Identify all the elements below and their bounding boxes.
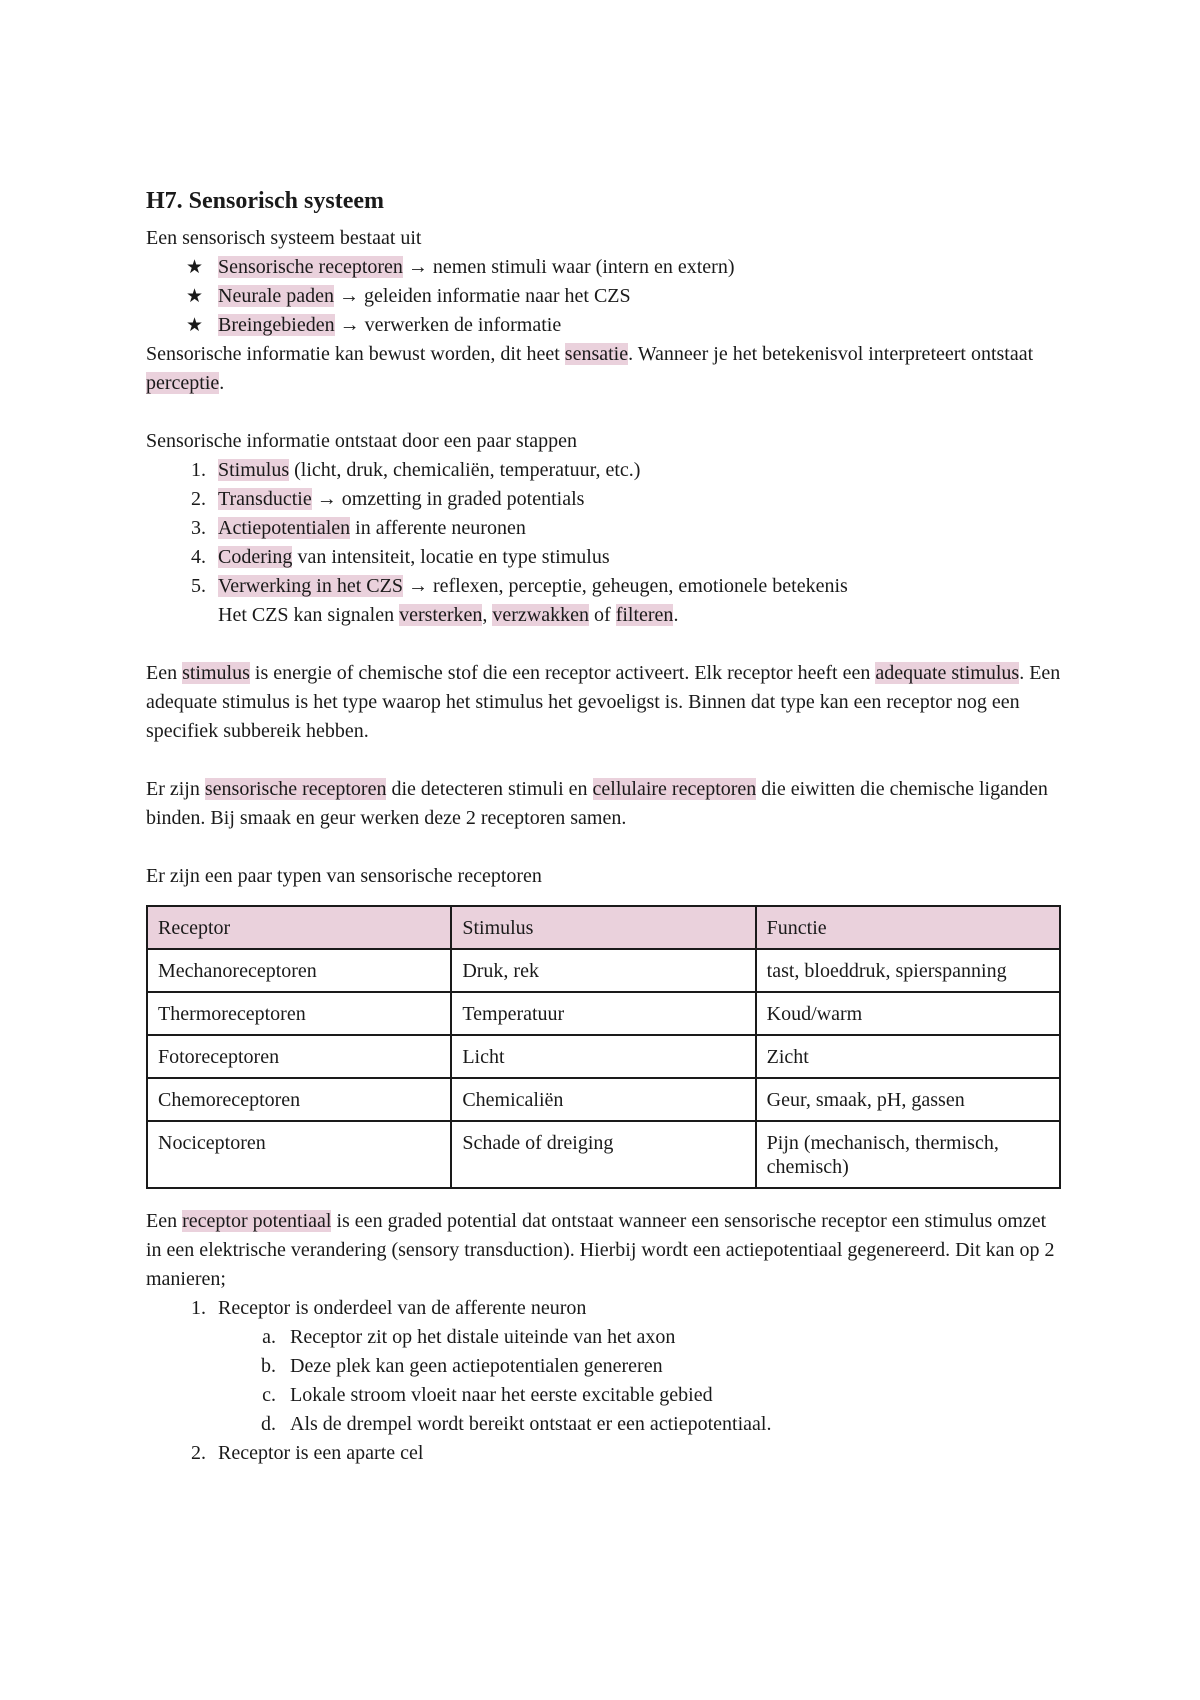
sub-list-item (258, 1323, 1061, 1352)
sub-list-item (258, 1381, 1061, 1410)
highlighted-term: Transductie (218, 488, 312, 510)
table-cell: Geur, smaak, pH, gassen (756, 1078, 1060, 1121)
highlighted-term: Breingebieden (218, 314, 335, 336)
item-description: in afferente neuronen (350, 517, 526, 539)
item-text: Receptor zit op het distale uiteinde van het axon (290, 1326, 676, 1348)
list-item (186, 572, 1061, 630)
paragraph-text: Er zijn (146, 778, 205, 800)
czs-line (218, 604, 678, 626)
item-description: → geleiden informatie naar het CZS (334, 285, 631, 307)
item-text: Als de drempel wordt bereikt ontstaat er een actiepotentiaal. (290, 1413, 772, 1435)
list-item (186, 543, 1061, 572)
page-title: H7. Sensorisch systeem (146, 188, 384, 214)
table-cell: Chemicaliën (451, 1078, 755, 1121)
list-item (186, 1439, 1061, 1468)
item-description: → verwerken de informatie (334, 314, 562, 336)
item-description: (licht, druk, chemicaliën, temperatuur, etc.) (289, 459, 641, 481)
highlighted-term: Stimulus (218, 459, 290, 481)
table-cell: Licht (451, 1035, 755, 1078)
types-intro: Er zijn een paar typen van sensorische receptoren (146, 865, 542, 887)
stimulus-paragraph (146, 659, 1061, 746)
list-number: 3. (191, 517, 206, 539)
highlighted-term: Actiepotentialen (218, 517, 351, 539)
highlighted-term: adequate stimulus (875, 662, 1020, 684)
column-header: Stimulus (451, 906, 755, 949)
item-text: Receptor is onderdeel van de afferente neuron (218, 1297, 587, 1319)
table-row (147, 1121, 1060, 1188)
table-cell: Koud/warm (756, 992, 1060, 1035)
table-cell: Druk, rek (451, 949, 755, 992)
table-cell: Nociceptoren (147, 1121, 451, 1188)
table-cell: Chemoreceptoren (147, 1078, 451, 1121)
highlighted-term: cellulaire receptoren (592, 778, 757, 800)
list-letter: b. (261, 1355, 276, 1377)
list-number: 1. (191, 1297, 206, 1319)
paragraph-text: Een (146, 1210, 183, 1232)
list-number: 4. (191, 546, 206, 568)
star-bullet-icon: ★ (186, 314, 204, 336)
list-number: 2. (191, 1442, 206, 1464)
receptor-paragraph (146, 775, 1061, 833)
table-cell: Pijn (mechanisch, thermisch, chemisch) (756, 1121, 1060, 1188)
list-item (186, 253, 1061, 282)
intro-text: Een sensorisch systeem bestaat uit (146, 227, 422, 249)
list-item (186, 311, 1061, 340)
paragraph-text: is een graded potential dat ontstaat wanneer een sensorische receptor een stimulus omzet in een elektrische verandering (sensory transduction). Hierbij wordt een actiepotentiaal gegenereerd. Dit kan op 2 manieren; (146, 1210, 1055, 1290)
paragraph-text: . (673, 604, 679, 626)
list-letter: a. (262, 1326, 276, 1348)
highlighted-term: receptor potentiaal (182, 1210, 332, 1232)
potential-paragraph (146, 1207, 1061, 1294)
paragraph-text: die detecteren stimuli en (386, 778, 593, 800)
table-cell: Mechanoreceptoren (147, 949, 451, 992)
table-row (147, 1078, 1060, 1121)
item-description: van intensiteit, locatie en type stimulus (292, 546, 610, 568)
highlighted-term: verzwakken (492, 604, 590, 626)
highlighted-term: versterken (399, 604, 483, 626)
paragraph-text: die eiwitten die chemische liganden binden. Bij smaak en geur werken deze 2 receptoren samen. (146, 778, 1048, 829)
steps-intro: Sensorische informatie ontstaat door een paar stappen (146, 430, 577, 452)
list-letter: d. (261, 1413, 276, 1435)
paragraph-text: , (482, 604, 493, 626)
table-cell: Thermoreceptoren (147, 992, 451, 1035)
item-text: Lokale stroom vloeit naar het eerste excitable gebied (290, 1384, 713, 1406)
table-cell: Fotoreceptoren (147, 1035, 451, 1078)
table-header-row (147, 906, 1060, 949)
paragraph-text: Het CZS kan signalen (218, 604, 400, 626)
sub-list-item (258, 1410, 1061, 1439)
sub-list (218, 1323, 1061, 1439)
paragraph-text: Een (146, 662, 183, 684)
paragraph-text: is energie of chemische stof die een receptor activeert. Elk receptor heeft een (249, 662, 876, 684)
highlighted-term: perceptie (146, 372, 220, 394)
highlighted-term: Codering (218, 546, 293, 568)
highlighted-term: Neurale paden (218, 285, 335, 307)
table-row (147, 1035, 1060, 1078)
item-description: → nemen stimuli waar (intern en extern) (402, 256, 735, 278)
highlighted-term: sensorische receptoren (204, 778, 387, 800)
table-row (147, 992, 1060, 1035)
paragraph-text: . (219, 372, 225, 394)
highlighted-term: Verwerking in het CZS (218, 575, 403, 597)
list-number: 2. (191, 488, 206, 510)
item-description: → reflexen, perceptie, geheugen, emotionele betekenis (402, 575, 848, 597)
item-description: → omzetting in graded potentials (311, 488, 585, 510)
list-letter: c. (262, 1384, 276, 1406)
sensation-paragraph (146, 340, 1061, 398)
steps-list (146, 456, 1061, 630)
table-cell: Temperatuur (451, 992, 755, 1035)
highlighted-term: Sensorische receptoren (218, 256, 403, 278)
list-item (186, 282, 1061, 311)
star-bullet-icon: ★ (186, 256, 204, 278)
list-number: 1. (191, 459, 206, 481)
paragraph-text: of (589, 604, 616, 626)
list-item (186, 485, 1061, 514)
highlighted-term: stimulus (182, 662, 250, 684)
table-cell: tast, bloeddruk, spierspanning (756, 949, 1060, 992)
table-cell: Zicht (756, 1035, 1060, 1078)
components-list (146, 253, 1061, 340)
paragraph-text: Sensorische informatie kan bewust worden, dit heet (146, 343, 565, 365)
list-item (186, 456, 1061, 485)
table-row (147, 949, 1060, 992)
list-item (186, 1294, 1061, 1439)
paragraph-text: . Wanneer je het betekenisvol interpreteert ontstaat (628, 343, 1034, 365)
table-cell: Schade of dreiging (451, 1121, 755, 1188)
ways-list (146, 1294, 1061, 1468)
sub-list-item (258, 1352, 1061, 1381)
document-page (146, 186, 1061, 1468)
receptor-table (146, 905, 1061, 1189)
highlighted-term: filteren (615, 604, 674, 626)
column-header: Functie (756, 906, 1060, 949)
list-number: 5. (191, 575, 206, 597)
column-header: Receptor (147, 906, 451, 949)
highlighted-term: sensatie (564, 343, 629, 365)
item-text: Receptor is een aparte cel (218, 1442, 424, 1464)
item-text: Deze plek kan geen actiepotentialen genereren (290, 1355, 663, 1377)
paragraph-text: . Een adequate stimulus is het type waarop het stimulus het gevoeligst is. Binnen dat type kan een receptor nog een specifiek subbereik hebben. (146, 662, 1061, 742)
list-item (186, 514, 1061, 543)
star-bullet-icon: ★ (186, 285, 204, 307)
